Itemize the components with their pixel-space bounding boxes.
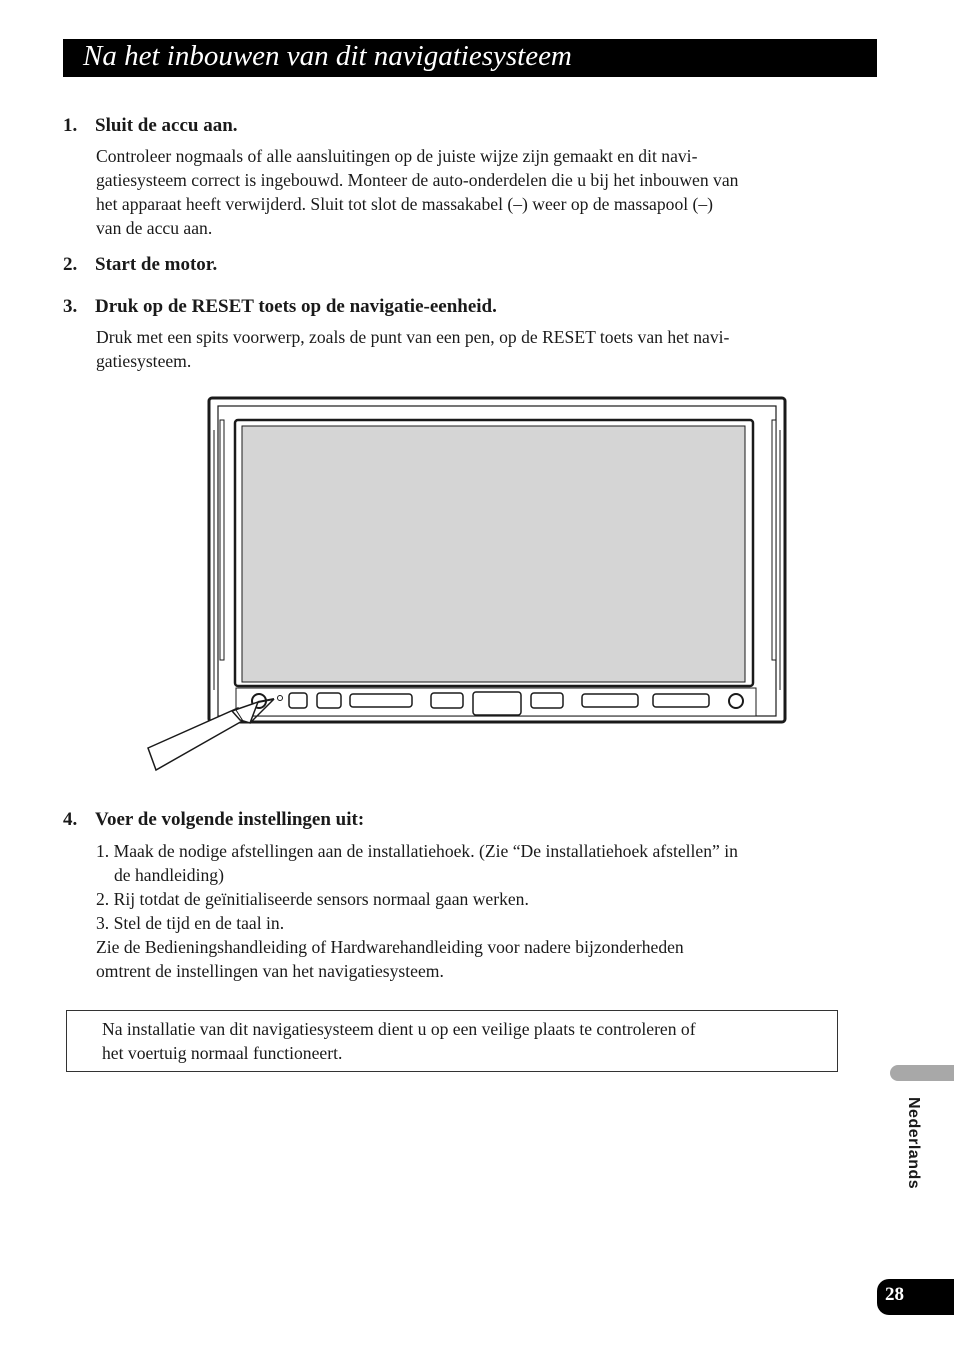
step-3-body	[96, 325, 856, 373]
unit-button	[582, 694, 638, 707]
unit-button	[317, 693, 341, 708]
step-4-title: Voer de volgende instellingen uit:	[95, 809, 365, 830]
note-line: Na installatie van dit navigatiesysteem dient u op een veilige plaats te controleren of	[102, 1019, 696, 1039]
step-3-line: gatiesysteem.	[96, 351, 192, 371]
step-4-substep: de handleiding)	[114, 865, 224, 885]
step-4-body	[96, 839, 856, 983]
unit-button	[289, 693, 307, 708]
step-4-substep: 2. Rij totdat de geïnitialiseerde sensors normaal gaan werken.	[96, 889, 529, 909]
screen-display	[242, 426, 745, 682]
unit-button	[653, 694, 709, 707]
step-4-line: omtrent de instellingen van het navigatiesysteem.	[96, 961, 444, 981]
unit-right-groove	[772, 420, 776, 660]
step-1-line: het apparaat heeft verwijderd. Sluit tot slot de massakabel (–) weer op de massapool (–)	[96, 194, 714, 214]
step-2-heading	[63, 254, 217, 276]
step-3-number: 3.	[63, 296, 78, 317]
step-1-heading	[63, 115, 238, 137]
step-1-number: 1.	[63, 115, 78, 136]
step-3-heading	[63, 296, 497, 318]
step-3-title: Druk op de RESET toets op de navigatie-eenheid.	[95, 296, 497, 317]
page-title: Na het inbouwen van dit navigatiesysteem	[83, 40, 572, 72]
language-label: Nederlands	[905, 1097, 922, 1190]
unit-button	[350, 694, 412, 707]
unit-button	[531, 693, 563, 708]
language-tab-marker	[890, 1065, 954, 1081]
page-number-tab	[877, 1279, 954, 1315]
note-text	[102, 1017, 696, 1065]
knob-right	[729, 694, 743, 708]
step-1-line: van de accu aan.	[96, 218, 213, 238]
unit-left-groove	[220, 420, 224, 660]
note-box	[66, 1010, 838, 1072]
step-1-title: Sluit de accu aan.	[95, 115, 238, 136]
step-1-body	[96, 144, 856, 240]
step-4-number: 4.	[63, 809, 78, 830]
page-title-bar	[63, 39, 877, 77]
language-label-wrapper	[900, 1097, 926, 1217]
step-4-substep: 1. Maak de nodige afstellingen aan de installatiehoek. (Zie “De installatiehoek afstellen” in	[96, 841, 738, 861]
step-4-substep: 3. Stel de tijd en de taal in.	[96, 913, 285, 933]
note-line: het voertuig normaal functioneert.	[102, 1043, 343, 1063]
step-3-line: Druk met een spits voorwerp, zoals de punt van een pen, op de RESET toets van het navi-	[96, 327, 730, 347]
step-2-number: 2.	[63, 254, 78, 275]
step-1-line: gatiesysteem correct is ingebouwd. Monteer de auto-onderdelen die u bij het inbouwen van	[96, 170, 739, 190]
page-number: 28	[885, 1284, 904, 1305]
reset-hole	[278, 696, 283, 701]
unit-center-button	[473, 692, 521, 715]
step-4-heading	[63, 809, 364, 831]
step-4-line: Zie de Bedieningshandleiding of Hardwarehandleiding voor nadere bijzonderheden	[96, 937, 684, 957]
navigation-unit-illustration	[140, 390, 800, 780]
step-2-title: Start de motor.	[95, 254, 218, 275]
step-1-line: Controleer nogmaals of alle aansluitingen op de juiste wijze zijn gemaakt en dit navi-	[96, 146, 698, 166]
unit-button	[431, 693, 463, 708]
